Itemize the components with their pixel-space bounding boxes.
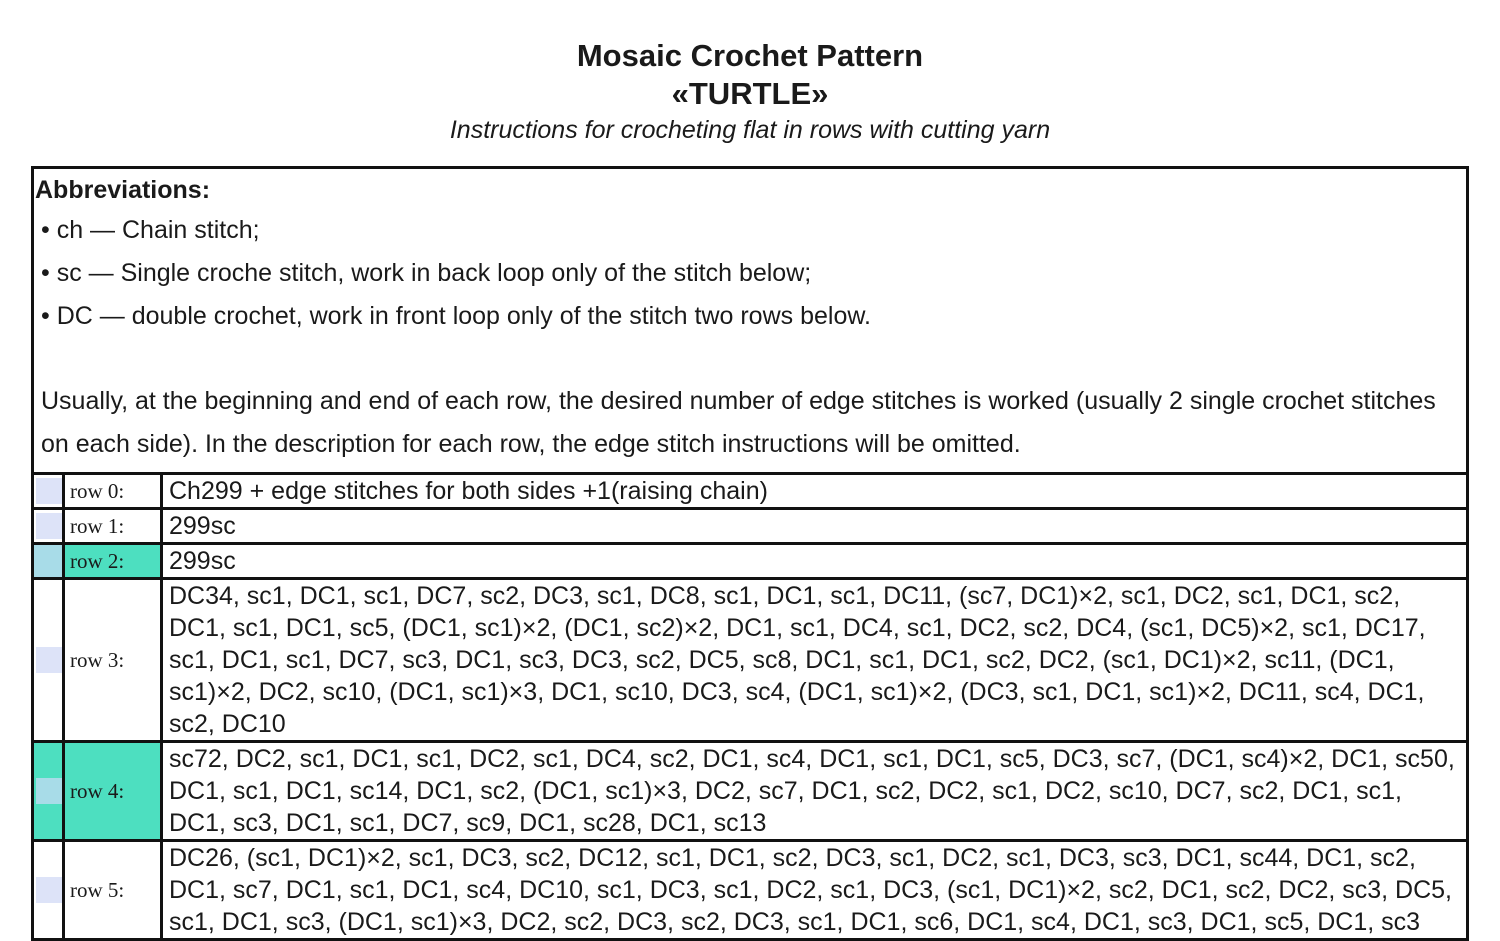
abbreviations-title: Abbreviations: [35,176,211,204]
row-label: row 5: [64,841,162,940]
row-color-cell [34,579,64,742]
abbreviations-section [34,169,1466,472]
row-color-cell [34,742,64,841]
row-1 [34,509,1466,544]
row-instructions: DC34, sc1, DC1, sc1, DC7, sc2, DC3, sc1, DC8, sc1, DC1, sc1, DC11, (sc7, DC1)×2, sc1, DC2, sc1, DC1, sc2, DC1, sc1, DC1, sc5, (DC1, sc1)×2, (DC1, sc2)×2, DC1, sc1, DC4, sc1, DC2, sc2, DC4, (sc1, DC5)×2, sc1, DC17, sc1, DC1, sc1, DC7, sc3, DC1, sc3, DC3, sc2, DC5, sc8, DC1, sc1, DC1, sc2, DC2, (sc1, DC1)×2, sc11, (DC1, sc1)×2, DC2, sc10, (DC1, sc1)×3, DC1, sc10, DC3, sc4, (DC1, sc1)×2, (DC3, sc1, DC1, sc1)×2, DC11, sc4, DC1, sc2, DC10 [162,579,1467,742]
pattern-tagline: Instructions for crocheting flat in rows with cutting yarn [449,116,1051,144]
document-title: Mosaic Crochet Pattern [576,38,924,73]
abbreviation-item: • sc — Single croche stitch, work in back loop only of the stitch below; [41,259,812,287]
document-header [0,36,1500,148]
row-color-cell [34,841,64,940]
row-label: row 2: [64,544,162,579]
row-color-cell [34,509,64,544]
row-0 [34,474,1466,509]
color-swatch [36,647,62,673]
row-color-cell [34,474,64,509]
abbreviation-item: • DC — double crochet, work in front loop only of the stitch two rows below. [41,302,871,330]
pattern-name: «TURTLE» [671,76,829,111]
edge-stitch-note: Usually, at the beginning and end of each row, the desired number of edge stitches is worked (usually 2 single crochet stitches on each side). In the description for each row, the edge stitch instructions will be omitted. [41,387,1436,458]
row-instructions: Ch299 + edge stitches for both sides +1(raising chain) [162,474,1467,509]
row-label: row 1: [64,509,162,544]
row-instructions: 299sc [162,544,1467,579]
row-instructions: sc72, DC2, sc1, DC1, sc1, DC2, sc1, DC4, sc2, DC1, sc4, DC1, sc1, DC1, sc5, DC3, sc7, (DC1, sc4)×2, DC1, sc50, DC1, sc1, DC1, sc14, DC1, sc2, (DC1, sc1)×3, DC2, sc7, DC1, sc2, DC2, sc1, DC2, sc10, DC7, sc2, DC1, sc1, DC1, sc3, DC1, sc1, DC7, sc9, DC1, sc28, DC1, sc13 [162,742,1467,841]
row-3 [34,579,1466,742]
row-label: row 0: [64,474,162,509]
color-swatch [36,513,62,539]
row-instructions: 299sc [162,509,1467,544]
rows-table [34,472,1466,941]
color-swatch [36,548,62,574]
color-swatch [36,877,62,903]
color-swatch [36,478,62,504]
pattern-frame [31,166,1469,941]
row-label: row 3: [64,579,162,742]
row-2 [34,544,1466,579]
color-swatch [36,778,62,804]
row-instructions: DC26, (sc1, DC1)×2, sc1, DC3, sc2, DC12, sc1, DC1, sc2, DC3, sc1, DC2, sc1, DC3, sc3, DC1, sc44, DC1, sc2, DC1, sc7, DC1, sc1, DC1, sc4, DC10, sc1, DC3, sc1, DC2, sc1, DC3, (sc1, DC1)×2, sc2, DC1, sc2, DC2, sc3, DC5, sc1, DC1, sc3, (DC1, sc1)×3, DC2, sc2, DC3, sc2, DC3, sc1, DC1, sc6, DC1, sc4, DC1, sc3, DC1, sc5, DC1, sc3 [162,841,1467,940]
row-5 [34,841,1466,940]
row-4 [34,742,1466,841]
row-label: row 4: [64,742,162,841]
row-color-cell [34,544,64,579]
abbreviation-item: • ch — Chain stitch; [41,216,260,244]
